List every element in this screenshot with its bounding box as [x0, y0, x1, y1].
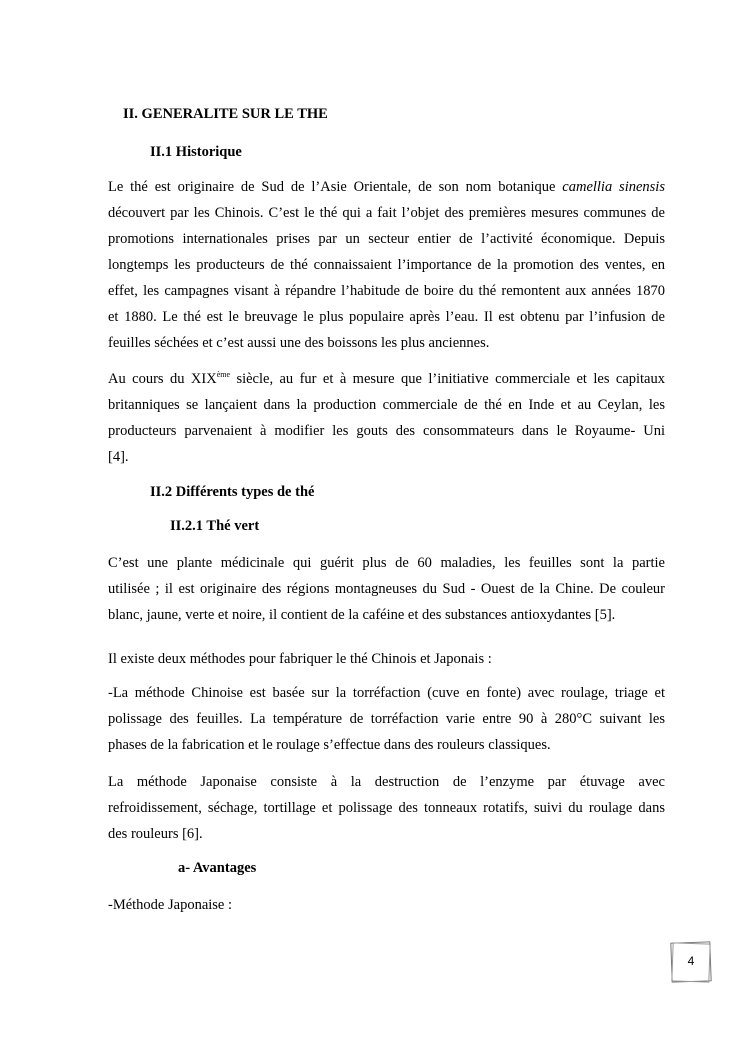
text-line: [4]. — [108, 449, 129, 465]
text-line: La méthode Japonaise consiste à la destruction de l’enzyme par étuvage avec — [108, 774, 665, 790]
page-number-box — [671, 942, 711, 982]
text-line: feuilles séchées et c’est aussi une des boissons les plus anciennes. — [108, 335, 490, 351]
text-line — [108, 174, 665, 200]
subsection-heading-types: II.2 Différents types de thé — [150, 484, 315, 500]
text-line: blanc, jaune, verte et noire, il contient de la caféine et des substances antioxydantes [5]. — [108, 607, 616, 623]
paragraph-methode-japonaise — [108, 769, 665, 847]
text-run: Au cours du XIX — [108, 371, 217, 387]
text-run: Le thé est originaire de Sud de l’Asie Orientale, de son nom botanique — [108, 179, 563, 195]
subsection-heading-historique: II.1 Historique — [150, 144, 242, 160]
paragraph-the-vert — [108, 550, 665, 628]
text-line: découvert par les Chinois. C’est le thé qui a fait l’objet des premières mesures communes de — [108, 205, 665, 221]
text-line: refroidissement, séchage, tortillage et polissage des tonneaux rotatifs, suivi du roulage dans — [108, 800, 665, 816]
text-run: siècle, au fur et à mesure que l’initiative commerciale et les capitaux — [230, 371, 665, 387]
section-heading-generalite: II. GENERALITE SUR LE THE — [123, 106, 328, 122]
text-line: C’est une plante médicinale qui guérit plus de 60 maladies, les feuilles sont la partie — [108, 555, 665, 571]
text-line: et 1880. Le thé est le breuvage le plus populaire après l’eau. Il est obtenu par l’infusion de — [108, 309, 665, 325]
text-line: longtemps les producteurs de thé connaissaient l’importance de la promotion des ventes, en — [108, 257, 665, 273]
text-line: effet, les campagnes visant à répandre l’habitude de boire du thé remontent aux années 1870 — [108, 283, 665, 299]
paragraph-methode-chinoise — [108, 680, 665, 758]
text-line: phases de la fabrication et le roulage s’effectue dans des rouleurs classiques. — [108, 737, 551, 753]
text-line: des rouleurs [6]. — [108, 826, 203, 842]
text-line: -La méthode Chinoise est basée sur la torréfaction (cuve en fonte) avec roulage, triage et — [108, 685, 665, 701]
text-line: utilisée ; il est originaire des régions montagneuses du Sud - Ouest de la Chine. De couleur — [108, 581, 665, 597]
text-line: britanniques se lançaient dans la production commerciale de thé en Inde et au Ceylan, les — [108, 397, 665, 413]
paragraph-methods-intro: Il existe deux méthodes pour fabriquer le thé Chinois et Japonais : — [108, 651, 492, 667]
subsubsection-heading-the-vert: II.2.1 Thé vert — [170, 518, 260, 534]
botanical-name: camellia sinensis — [562, 179, 665, 195]
superscript: ème — [216, 370, 231, 379]
paragraph-historique-2 — [108, 366, 665, 470]
text-line: promotions internationales prises par un secteur entier de l’activité économique. Depuis — [108, 231, 665, 247]
text-line — [108, 366, 665, 392]
paragraph-methode-japonaise-label: -Méthode Japonaise : — [108, 897, 233, 913]
heading-avantages: a- Avantages — [178, 860, 257, 876]
page-number: 4 — [687, 954, 695, 968]
paragraph-historique-1 — [108, 174, 665, 356]
text-line: producteurs parvenaient à modifier les gouts des consommateurs dans le Royaume- Uni — [108, 423, 665, 439]
text-line: polissage des feuilles. La température de torréfaction varie entre 90 à 280°C suivant les — [108, 711, 665, 727]
